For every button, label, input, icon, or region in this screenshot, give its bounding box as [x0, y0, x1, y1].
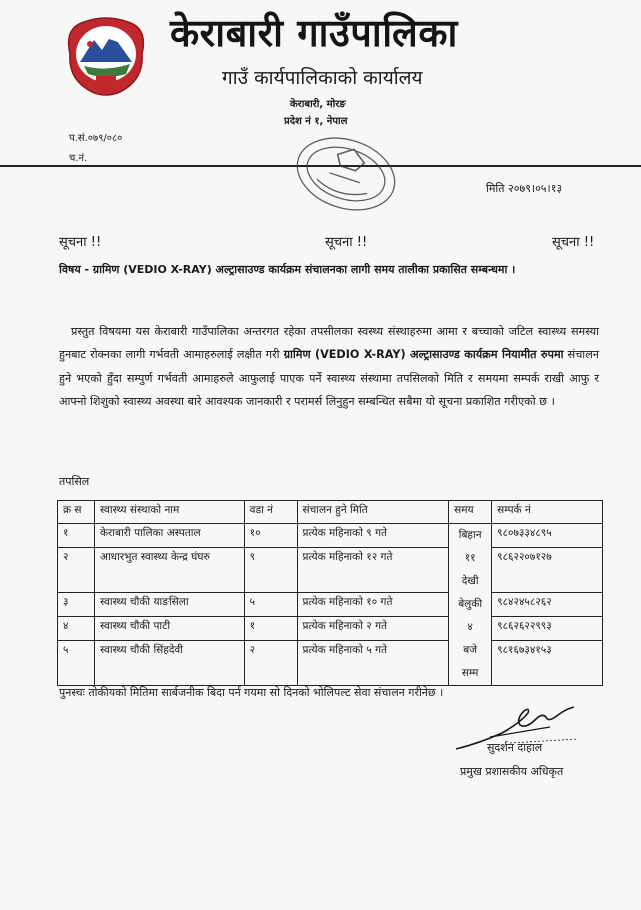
- row-contact: ९८०७३३४८९५: [492, 524, 603, 548]
- date-line: मिति २०७९।०५।१३: [486, 182, 563, 195]
- time-line: सम्म: [461, 667, 479, 679]
- notice-heading-left: सूचना !!: [59, 235, 102, 250]
- dispatch-number: च.नं.: [69, 153, 88, 164]
- row-contact: ९८१६७३४१५३: [492, 640, 603, 685]
- office-stamp: [290, 128, 402, 218]
- table-row: [58, 547, 603, 592]
- body-text-bold: ग्रामिण (VEDIO X-RAY) अल्ट्रासाउण्ड कार्यक्रम नियामीत रुपमा: [283, 348, 564, 362]
- subject-line: विषय - ग्रामिण (VEDIO X-RAY) अल्ट्रासाउण्ड कार्यक्रम संचालनका लागी समय तालीका प्रकासित सम्बन्धमा ।: [59, 263, 516, 276]
- time-line: ४: [467, 621, 473, 633]
- row-date: प्रत्येक महिनाको १० गते: [297, 593, 449, 617]
- time-cell: [449, 524, 492, 686]
- office-subtitle: गाउँ कार्यपालिकाको कार्यालय: [222, 67, 423, 89]
- row-ward: २: [244, 640, 297, 685]
- notice-body: [59, 320, 599, 413]
- footer-note: पुनस्चः तोकीयको मितिमा सार्बजनीक बिदा पर्न गयमा सो दिनको भोलिपल्ट सेवा संचालन गरीनेछ ।: [59, 686, 444, 699]
- table-header-row: [58, 501, 603, 524]
- time-line: देखी: [461, 575, 479, 587]
- row-facility-name: स्वास्थ्य चौकी सिंहदेवी: [94, 640, 244, 685]
- row-facility-name: स्वास्थ्य चौकी याङसिला: [94, 593, 244, 617]
- row-date: प्रत्येक महिनाको १२ गते: [297, 547, 449, 592]
- signatory-name: सुदर्शन दाहाल: [487, 741, 543, 754]
- address-line-1: केराबारी, मोरङ: [290, 99, 346, 110]
- header-time: समय: [449, 501, 492, 524]
- row-date: प्रत्येक महिनाको ९ गते: [297, 524, 449, 548]
- address-line-2: प्रदेश नं १, नेपाल: [284, 116, 348, 127]
- details-label: तपसिल: [59, 475, 90, 488]
- body-text-part-2: संचालन हुने भएको हुँदा सम्पुर्ण गर्भवती आमाहरुले आफुलाई पाएक पर्ने स्वास्थ्य संस्थामा तपसिलको मिति र समयमा सम्पर्क राखी आफु र आफ्नो शिशुको स्वास्थ्य अवस्था बारे आवश्यक जानकारी र परामर्स लिनुहुन सम्बन्धित सबैमा यो सूचना प्रकाशित गरीएको छ ।: [59, 348, 600, 408]
- reference-number: प.सं.०७९/०८०: [69, 133, 123, 144]
- row-ward: १: [244, 616, 297, 640]
- header-ward: वडा नं: [244, 501, 297, 524]
- header-date: संचालन हुने मिति: [297, 501, 449, 524]
- time-line: ११: [464, 552, 476, 564]
- row-facility-name: स्वास्थ्य चौकी पाटी: [94, 616, 244, 640]
- notice-heading-right: सूचना !!: [552, 235, 595, 250]
- row-facility-name: केराबारी पालिका अस्पताल: [94, 524, 244, 548]
- table-row: [58, 593, 603, 617]
- row-ward: ९: [244, 547, 297, 592]
- table-row: [58, 524, 603, 548]
- row-ward: ५: [244, 593, 297, 617]
- signatory-title: प्रमुख प्रशासकीय अधिकृत: [460, 765, 564, 778]
- row-ward: १०: [244, 524, 297, 548]
- header-facility-name: स्वास्थ्य संस्थाको नाम: [94, 501, 244, 524]
- notice-heading-center: सूचना !!: [325, 235, 368, 250]
- row-date: प्रत्येक महिनाको २ गते: [297, 616, 449, 640]
- time-line: बिहान: [458, 529, 482, 541]
- schedule-table: [57, 500, 603, 686]
- row-contact: ९८४२४५८२६२: [492, 593, 603, 617]
- row-serial: ५: [58, 640, 95, 685]
- time-line: बजे: [463, 644, 478, 656]
- row-serial: ३: [58, 593, 95, 617]
- office-title: केराबारी गाउँपालिका: [170, 11, 458, 55]
- table-row: [58, 616, 603, 640]
- row-contact: ९८६२२०७१२७: [492, 547, 603, 592]
- row-serial: १: [58, 524, 95, 548]
- time-line: बेलुकी: [458, 598, 483, 610]
- header-serial: क्र स: [58, 501, 95, 524]
- municipality-emblem: [60, 14, 152, 100]
- row-serial: ४: [58, 616, 95, 640]
- row-facility-name: आधारभुत स्वास्थ्य केन्द्र घंघरु: [94, 547, 244, 592]
- table-row: [58, 640, 603, 685]
- row-serial: २: [58, 547, 95, 592]
- body-text-part-1: प्रस्तुत विषयमा यस केराबारी गाउँपालिका अन्तरगत रहेका तपसीलका स्वस्थ्य संस्थाहरुमा आमा र बच्चाको जटिल स्वास्थ्य समस्या हुनबाट रोक्नका लागी गर्भवती आमाहरुलाई लक्षीत गरी: [59, 325, 599, 362]
- row-contact: ९८६२६२२९९३: [492, 616, 603, 640]
- header-contact: सम्पर्क नं: [492, 501, 603, 524]
- row-date: प्रत्येक महिनाको ५ गते: [297, 640, 449, 685]
